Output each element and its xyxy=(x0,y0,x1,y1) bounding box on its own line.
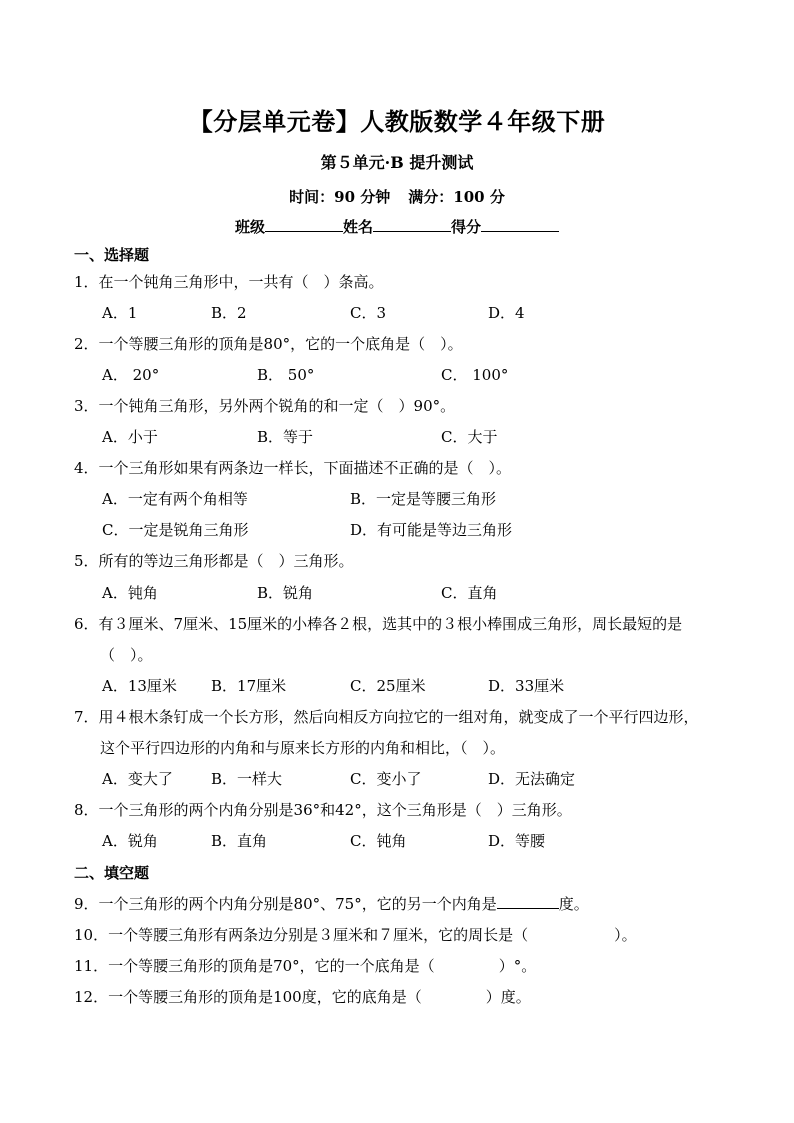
class-label: 班级 xyxy=(234,218,265,236)
full-score-label: 满分：100 分 xyxy=(408,188,505,206)
q4-option-c[interactable]: C．一定是锐角三角形 xyxy=(102,521,249,539)
q6-option-a[interactable]: A．13厘米 xyxy=(102,677,177,695)
q7-option-a[interactable]: A．变大了 xyxy=(102,770,173,788)
q2-option-a[interactable]: A． 20° xyxy=(102,366,160,384)
q4-option-a[interactable]: A．一定有两个角相等 xyxy=(102,490,248,508)
q6-option-b[interactable]: B．17厘米 xyxy=(211,677,287,695)
page-subtitle: 第５单元·B 提升测试 xyxy=(320,153,474,172)
question-12 xyxy=(74,986,531,1007)
q8-option-c[interactable]: C．钝角 xyxy=(350,832,407,850)
q8-option-a[interactable]: A．锐角 xyxy=(102,832,158,850)
question-2: 2．一个等腰三角形的顶角是80°，它的一个底角是（ ）。 xyxy=(74,335,463,353)
q1-option-a[interactable]: A．1 xyxy=(102,304,138,322)
question-9-suffix: 度。 xyxy=(558,895,589,913)
q1-option-b[interactable]: B．2 xyxy=(211,304,247,322)
question-3: 3．一个钝角三角形，另外两个锐角的和一定（ ）90°。 xyxy=(74,397,456,415)
question-12-text: 12．一个等腰三角形的顶角是100度，它的底角是（ xyxy=(74,988,422,1006)
q2-option-c[interactable]: C． 100° xyxy=(441,366,509,384)
section-fill-heading: 二、填空题 xyxy=(74,864,150,882)
q4-option-b[interactable]: B．一定是等腰三角形 xyxy=(350,490,497,508)
score-blank[interactable] xyxy=(481,217,559,232)
q8-option-d[interactable]: D．等腰 xyxy=(488,832,546,850)
question-8: 8．一个三角形的两个内角分别是36°和42°，这个三角形是（ ）三角形。 xyxy=(74,801,572,819)
question-5: 5．所有的等边三角形都是（ ）三角形。 xyxy=(74,552,354,570)
question-10-text: 10．一个等腰三角形有两条边分别是３厘米和７厘米，它的周长是（ xyxy=(74,926,529,944)
q8-option-b[interactable]: B．直角 xyxy=(211,832,268,850)
page-title: 【分层单元卷】人教版数学４年级下册 xyxy=(188,107,606,136)
q7-option-d[interactable]: D．无法确定 xyxy=(488,770,576,788)
q6-option-d[interactable]: D．33厘米 xyxy=(488,677,565,695)
question-7-line-2: 这个平行四边形的内角和与原来长方形的内角和相比，（ ）。 xyxy=(100,739,506,757)
q7-option-c[interactable]: C．变小了 xyxy=(350,770,422,788)
section-choice-heading: 一、选择题 xyxy=(74,246,150,264)
q4-option-d[interactable]: D．有可能是等边三角形 xyxy=(350,521,513,539)
name-blank[interactable] xyxy=(373,217,451,232)
question-4: 4．一个三角形如果有两条边一样长，下面描述不正确的是（ ）。 xyxy=(74,459,512,477)
question-10-suffix: ）。 xyxy=(614,926,637,944)
q6-option-c[interactable]: C．25厘米 xyxy=(350,677,426,695)
student-info-fields xyxy=(0,216,794,237)
question-9-text: 9．一个三角形的两个内角分别是80°、75°，它的另一个内角是 xyxy=(74,895,497,913)
time-label: 时间：90 分钟 xyxy=(289,188,391,206)
question-1: 1．在一个钝角三角形中，一共有（ ）条高。 xyxy=(74,273,384,291)
q3-option-a[interactable]: A．小于 xyxy=(102,428,158,446)
name-label: 姓名 xyxy=(342,218,373,236)
q1-option-d[interactable]: D．4 xyxy=(488,304,525,322)
score-field-label: 得分 xyxy=(451,218,482,236)
q9-answer-blank[interactable] xyxy=(497,894,559,909)
question-11-suffix: ）°。 xyxy=(498,957,537,975)
question-7-line-1: 7．用４根木条钉成一个长方形，然后向相反方向拉它的一组对角，就变成了一个平行四边形， xyxy=(74,708,699,726)
question-11-text: 11．一个等腰三角形的顶角是70°，它的一个底角是（ xyxy=(74,957,435,975)
question-10 xyxy=(74,924,637,945)
exam-meta xyxy=(0,186,794,207)
question-12-suffix: ）度。 xyxy=(485,988,531,1006)
question-11 xyxy=(74,955,536,976)
question-6-line-1: 6．有３厘米、7厘米、15厘米的小棒各２根，选其中的３根小棒围成三角形，周长最短的是 xyxy=(74,615,683,633)
q2-option-b[interactable]: B． 50° xyxy=(257,366,315,384)
q7-option-b[interactable]: B．一样大 xyxy=(211,770,283,788)
q3-option-b[interactable]: B．等于 xyxy=(257,428,314,446)
class-blank[interactable] xyxy=(265,217,343,232)
q1-option-c[interactable]: C．3 xyxy=(350,304,387,322)
question-6-line-2: （ ）。 xyxy=(100,646,153,664)
q5-option-c[interactable]: C．直角 xyxy=(441,584,498,602)
question-9 xyxy=(74,893,589,914)
q3-option-c[interactable]: C．大于 xyxy=(441,428,498,446)
q5-option-b[interactable]: B．锐角 xyxy=(257,584,314,602)
q5-option-a[interactable]: A．钝角 xyxy=(102,584,158,602)
